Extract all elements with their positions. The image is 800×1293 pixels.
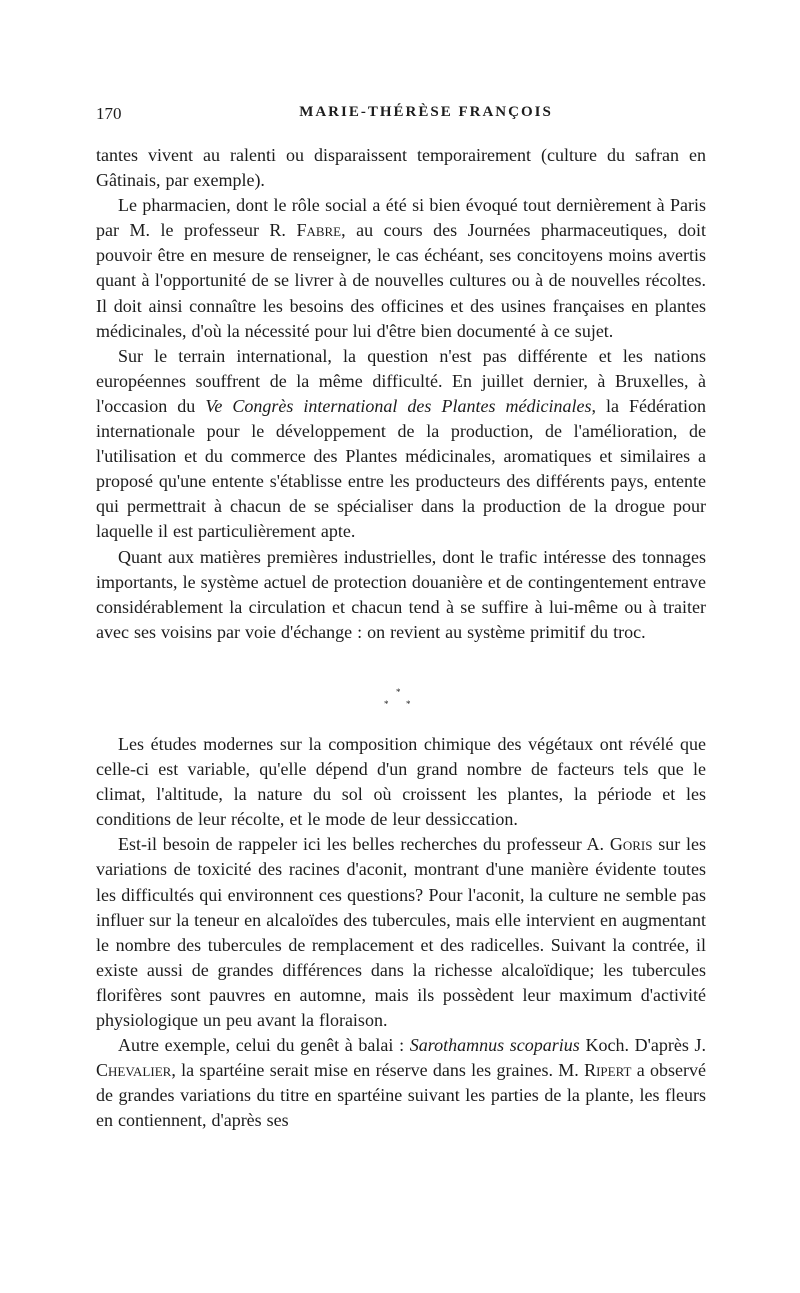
text-run: Est-il besoin de rappeler ici les belles recherches du professeur A. xyxy=(118,834,610,855)
page-number: 170 xyxy=(96,104,122,123)
text-run: Le pharmacien, dont le rôle social a été si bien évoqué tout dernièrement à Paris par M. le professeur R. xyxy=(96,195,706,241)
paragraph xyxy=(96,1033,706,1133)
text-run: Koch. D'après J. xyxy=(579,1035,707,1056)
running-title: MARIE-THÉRÈSE FRANÇOIS xyxy=(299,104,553,120)
text-run: sur les variations de toxicité des racines d'aconit, montrant d'une manière évidente toutes les difficultés qui environnent ces questions? Pour l'aconit, la culture ne semble pas influer sur la teneur en alcaloïdes des tubercules, mais elle intervient en augmentant le nombre des tubercules de remplacement et des radicelles. Suivant la contrée, il existe aussi de grandes différences dans la richesse alcaloïdique; les tubercules florifères sont pauvres en automne, mais ils possèdent leur maximum d'activité physiologique un peu avant la floraison. xyxy=(96,834,706,1031)
author-name: Ripert xyxy=(584,1060,632,1081)
text-run: , la spartéine serait mise en réserve dans les graines. M. xyxy=(171,1060,585,1081)
running-head xyxy=(96,104,706,128)
italic-text: Ve Congrès international des Plantes médicinales xyxy=(205,395,592,416)
paragraph xyxy=(96,344,706,545)
text-run: tantes vivent au ralenti ou disparaissent temporairement (culture du safran en Gâtinais, par exemple). xyxy=(96,145,706,191)
author-name: Chevalier xyxy=(96,1060,172,1081)
paragraph xyxy=(96,143,706,193)
paragraph xyxy=(96,193,706,344)
asterism-star-top: * xyxy=(396,687,401,697)
text-run: , au cours des Journées pharmaceutiques, doit pouvoir être en mesure de renseigner, le cas échéant, ses concitoyens moins avertis quant à l'opportunité de se livrer à de nouvelles cultures ou à de nouvelles récoltes. Il doit ainsi connaître les besoins des officines et des usines françaises en plantes médicinales, d'où la nécessité pour lui d'être bien documenté à ce sujet. xyxy=(96,220,706,341)
text-run: Sur le terrain international, la question n'est pas différente et les nations européennes souffrent de la même difficulté. En juillet dernier, à Bruxelles, à l'occasion du xyxy=(96,345,706,416)
section-1-text xyxy=(96,143,706,645)
text-run: Quant aux matières premières industrielles, dont le trafic intéresse des tonnages importants, le système actuel de protection douanière et de contingentement entrave considérablement la circulation et chacun tend à se suffire à lui-même ou à traiter avec ses voisins par voie d'échange : on revient au système primitif du troc. xyxy=(96,546,706,642)
paragraph xyxy=(96,732,706,832)
text-run: a observé de grandes variations du titre en spartéine suivant les parties de la plante, les fleurs en contiennent, d'après ses xyxy=(96,1060,707,1131)
text-run: , la Fédération internationale pour le développement de la production, de l'amélioration, de l'utilisation et du commerce des Plantes médicinales, aromatiques et similaires a proposé qu'une entente s'établisse entre les producteurs des différents pays, entente qui permettrait à chacun de se spécialiser dans la production de la drogue pour laquelle il est particulièrement apte. xyxy=(96,395,707,542)
section-2-text xyxy=(96,732,706,1134)
text-run: Les études modernes sur la composition chimique des végétaux ont révélé que celle-ci est variable, qu'elle dépend d'un grand nombre de facteurs tels que le climat, l'altitude, la nature du sol où croissent les plantes, la période et les conditions de leur récolte, et le mode de leur dessiccation. xyxy=(96,734,706,830)
text-run: Autre exemple, celui du genêt à balai : xyxy=(118,1035,410,1056)
author-name: Goris xyxy=(609,834,653,855)
italic-text: Sarothamnus scoparius xyxy=(409,1035,580,1056)
paragraph xyxy=(96,545,706,645)
asterism-star-right: * xyxy=(406,699,411,709)
asterism-star-left: * xyxy=(384,699,389,709)
paragraph xyxy=(96,832,706,1033)
author-name: Fabre xyxy=(296,220,342,241)
asterism-separator xyxy=(340,688,460,728)
